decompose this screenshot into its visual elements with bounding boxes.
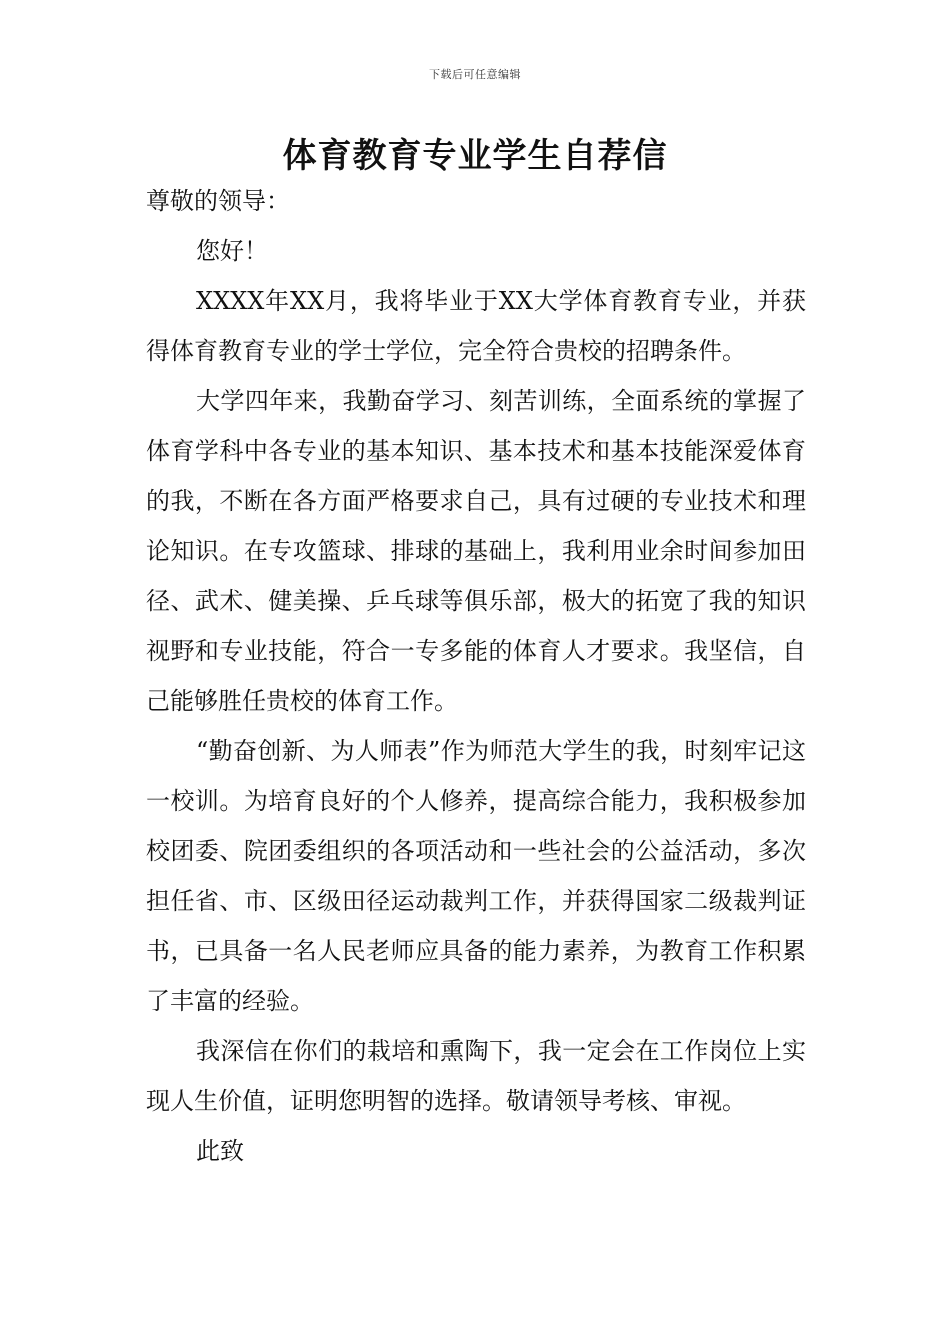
document-title: 体育教育专业学生自荐信 [282, 136, 668, 176]
paragraph-activities: “勤奋创新、为人师表”作为师范大学生的我，时刻牢记这一校训。为培育良好的个人修养，提高综合能力，我积极参加校团委、院团委组织的各项活动和一些社会的公益活动，多次担任省、市、区级田径运动裁判工作，并获得国家二级裁判证书，已具备一名人民老师应具备的能力素养，为教育工作积累了丰富的经验。 [146, 737, 806, 1015]
header-note: 下载后可任意编辑 [429, 68, 521, 81]
closing: 此致 [196, 1137, 244, 1165]
salutation: 尊敬的领导： [146, 187, 290, 215]
letter-body [146, 176, 806, 1176]
paragraph-graduation: XXXX年XX月，我将毕业于XX大学体育教育专业，并获得体育教育专业的学士学位，完全符合贵校的招聘条件。 [146, 287, 806, 365]
greeting: 您好！ [196, 237, 268, 265]
paragraph-study: 大学四年来，我勤奋学习、刻苦训练，全面系统的掌握了体育学科中各专业的基本知识、基本技术和基本技能深爱体育的我，不断在各方面严格要求自己，具有过硬的专业技术和理论知识。在专攻篮球、排球的基础上，我利用业余时间参加田径、武术、健美操、乒乓球等俱乐部，极大的拓宽了我的知识视野和专业技能，符合一专多能的体育人才要求。我坚信，自己能够胜任贵校的体育工作。 [146, 387, 806, 715]
paragraph-conclusion: 我深信在你们的栽培和熏陶下，我一定会在工作岗位上实现人生价值，证明您明智的选择。敬请领导考核、审视。 [146, 1037, 806, 1115]
